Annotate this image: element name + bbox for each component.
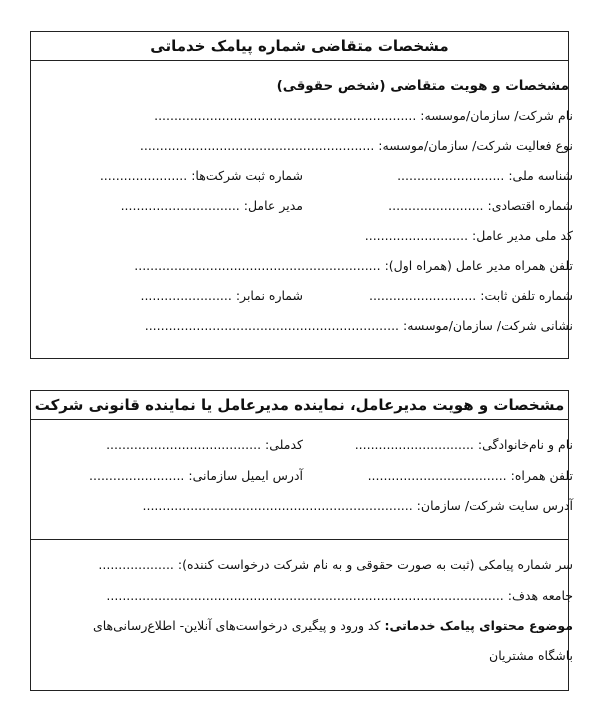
ceo-mobile-field[interactable]: تلفن همراه مدیر عامل (همراه اول): .............................................................. (134, 258, 573, 273)
registration-number-field[interactable]: شماره ثبت شرکت‌ها: ...................... (99, 168, 303, 183)
sms-content-label: موضوع محتوای پیامک خدماتی: (384, 618, 573, 633)
mobile-field[interactable]: تلفن همراه: ................................... (367, 468, 573, 483)
national-code-field[interactable]: کدملی: ....................................... (106, 437, 303, 452)
email-field[interactable]: آدرس ایمیل سازمانی: ........................ (89, 468, 303, 483)
full-name-field[interactable]: نام و نام‌خانوادگی: .............................. (354, 437, 573, 452)
sms-content-continued: باشگاه مشتریان (489, 648, 573, 663)
representative-section-title: مشخصات و هویت مدیرعامل، نماینده مدیرعامل یا نماینده قانونی شرکت (31, 391, 568, 420)
fax-field[interactable]: شماره نمابر: ....................... (140, 288, 303, 303)
applicant-section-title: مشخصات متقاضی شماره پیامک خدماتی (31, 32, 568, 61)
website-field[interactable]: آدرس سایت شرکت/ سازمان: .................................................................... (142, 498, 573, 513)
sms-content-value: کد ورود و پیگیری درخواست‌های آنلاین- اطلاع‌رسانی‌های (92, 618, 385, 633)
sms-header-number-field[interactable]: سر شماره پیامکی (ثبت به صورت حقوقی و به نام شرکت درخواست کننده): ................... (98, 557, 573, 572)
address-field[interactable]: نشانی شرکت/ سازمان/موسسه: ................................................................ (144, 318, 573, 333)
applicant-identity-subtitle: مشخصات و هویت متقاضی (شخص حقوقی) (276, 78, 569, 94)
economic-code-field[interactable]: شماره اقتصادی: ........................ (388, 198, 573, 213)
national-id-field[interactable]: شناسه ملی: ........................... (397, 168, 573, 183)
representative-section (30, 390, 569, 691)
company-name-field[interactable]: نام شرکت/ سازمان/موسسه: .................................................................. (154, 108, 573, 123)
section-divider (31, 539, 568, 540)
ceo-national-code-field[interactable]: کد ملی مدیر عامل: .......................... (364, 228, 573, 243)
target-audience-field[interactable]: جامعه هدف: .................................................................................................... (106, 588, 573, 603)
activity-type-field[interactable]: نوع فعالیت شرکت/ سازمان/موسسه: ........................................................... (139, 138, 573, 153)
landline-field[interactable]: شماره تلفن ثابت: ........................... (368, 288, 573, 303)
sms-content-line (93, 618, 573, 634)
ceo-field[interactable]: مدیر عامل: .............................. (120, 198, 303, 213)
